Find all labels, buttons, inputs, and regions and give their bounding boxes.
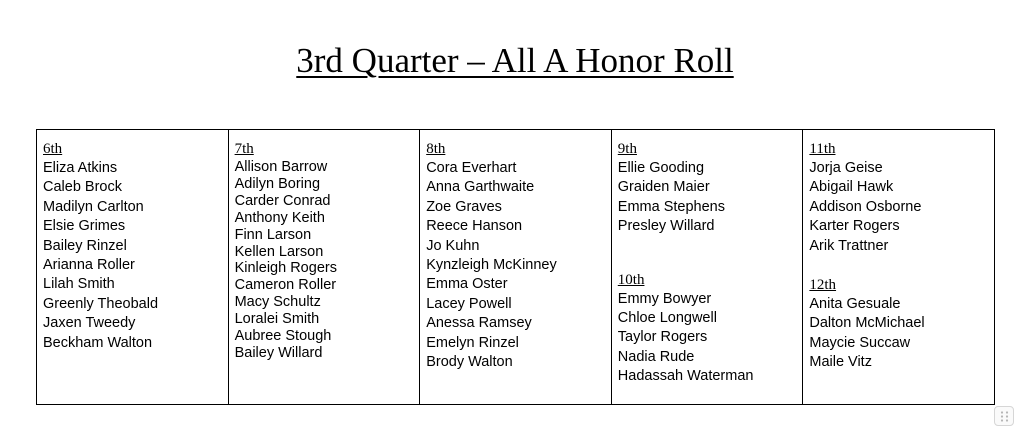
list-item: Jorja Geise — [809, 160, 883, 176]
list-item: Caleb Brock — [43, 179, 122, 196]
list-item: Ellie Gooding — [617, 160, 705, 176]
table-resize-handle[interactable] — [994, 406, 1014, 426]
list-item: Finn Larson — [234, 226, 312, 243]
list-item: Maile Vitz — [809, 354, 872, 371]
grade-heading-6th: 6th — [43, 141, 63, 157]
grade-heading-8th: 8th — [426, 141, 446, 157]
name-list-7th — [235, 159, 414, 362]
list-item: Jaxen Tweedy — [43, 315, 136, 332]
list-item: Eliza Atkins — [43, 160, 118, 176]
list-item: Chloe Longwell — [617, 310, 717, 327]
grade-heading-7th: 7th — [234, 141, 254, 157]
list-item: Anna Garthwaite — [426, 179, 535, 196]
list-item: Madilyn Carlton — [43, 198, 144, 215]
list-item: Cora Everhart — [426, 160, 517, 176]
list-item: Kinleigh Rogers — [234, 260, 337, 277]
name-list-11th — [809, 159, 988, 256]
list-item: Beckham Walton — [43, 334, 153, 351]
list-item: Anita Gesuale — [809, 296, 901, 313]
list-item: Reece Hanson — [426, 218, 523, 235]
table-cell-9th-10th[interactable] — [611, 130, 803, 405]
list-item: Allison Barrow — [234, 159, 328, 175]
name-list-10th — [618, 290, 797, 387]
list-item: Abigail Hawk — [809, 179, 894, 196]
list-item: Addison Osborne — [809, 198, 922, 215]
list-item: Bailey Willard — [234, 344, 323, 361]
name-list-6th — [43, 159, 222, 353]
list-item: Zoe Graves — [426, 198, 502, 215]
list-item: Karter Rogers — [809, 218, 900, 235]
list-item: Emmy Bowyer — [617, 290, 712, 307]
list-item: Lacey Powell — [426, 295, 512, 312]
list-item: Aubree Stough — [234, 328, 332, 345]
list-item: Hadassah Waterman — [617, 368, 754, 385]
list-item: Graiden Maier — [617, 179, 710, 196]
list-item: Anthony Keith — [234, 209, 325, 226]
list-item: Jo Kuhn — [426, 237, 480, 254]
list-item: Macy Schultz — [234, 294, 321, 311]
section-spacer — [809, 256, 988, 276]
list-item: Adilyn Boring — [234, 175, 321, 192]
section-spacer — [618, 237, 797, 271]
name-list-9th — [618, 159, 797, 237]
list-item: Presley Willard — [617, 218, 715, 235]
table-cell-11th-12th[interactable] — [803, 130, 995, 405]
name-list-12th — [809, 295, 988, 373]
list-item: Arianna Roller — [43, 257, 135, 274]
list-item: Cameron Roller — [234, 277, 337, 294]
table-cell-8th[interactable] — [420, 130, 612, 405]
grade-heading-10th: 10th — [617, 271, 645, 288]
list-item: Bailey Rinzel — [43, 237, 127, 254]
list-item: Lilah Smith — [43, 276, 115, 293]
table-cell-7th[interactable] — [228, 130, 420, 405]
list-item: Dalton McMichael — [809, 315, 925, 332]
list-item: Brody Walton — [426, 354, 513, 371]
drag-handle-icon — [999, 410, 1011, 423]
list-item: Emelyn Rinzel — [426, 334, 519, 351]
list-item: Carder Conrad — [234, 192, 331, 209]
list-item: Loralei Smith — [234, 311, 320, 328]
grade-heading-9th: 9th — [617, 141, 637, 157]
list-item: Taylor Rogers — [617, 329, 708, 346]
table-row — [37, 130, 995, 405]
list-item: Anessa Ramsey — [426, 315, 532, 332]
list-item: Arik Trattner — [809, 237, 889, 254]
list-item: Nadia Rude — [617, 348, 695, 365]
list-item: Elsie Grimes — [43, 218, 126, 235]
list-item: Kynzleigh McKinney — [426, 257, 557, 274]
page-title: 3rd Quarter – All A Honor Roll — [296, 41, 734, 80]
table-cell-6th[interactable] — [37, 130, 229, 405]
grade-heading-11th: 11th — [809, 141, 836, 157]
list-item: Emma Stephens — [617, 198, 725, 215]
honor-roll-table — [36, 129, 995, 405]
list-item: Emma Oster — [426, 276, 508, 293]
name-list-8th — [426, 159, 605, 372]
grade-heading-12th: 12th — [809, 277, 837, 294]
list-item: Kellen Larson — [234, 243, 324, 260]
list-item: Greenly Theobald — [43, 295, 159, 312]
list-item: Maycie Succaw — [809, 334, 911, 351]
